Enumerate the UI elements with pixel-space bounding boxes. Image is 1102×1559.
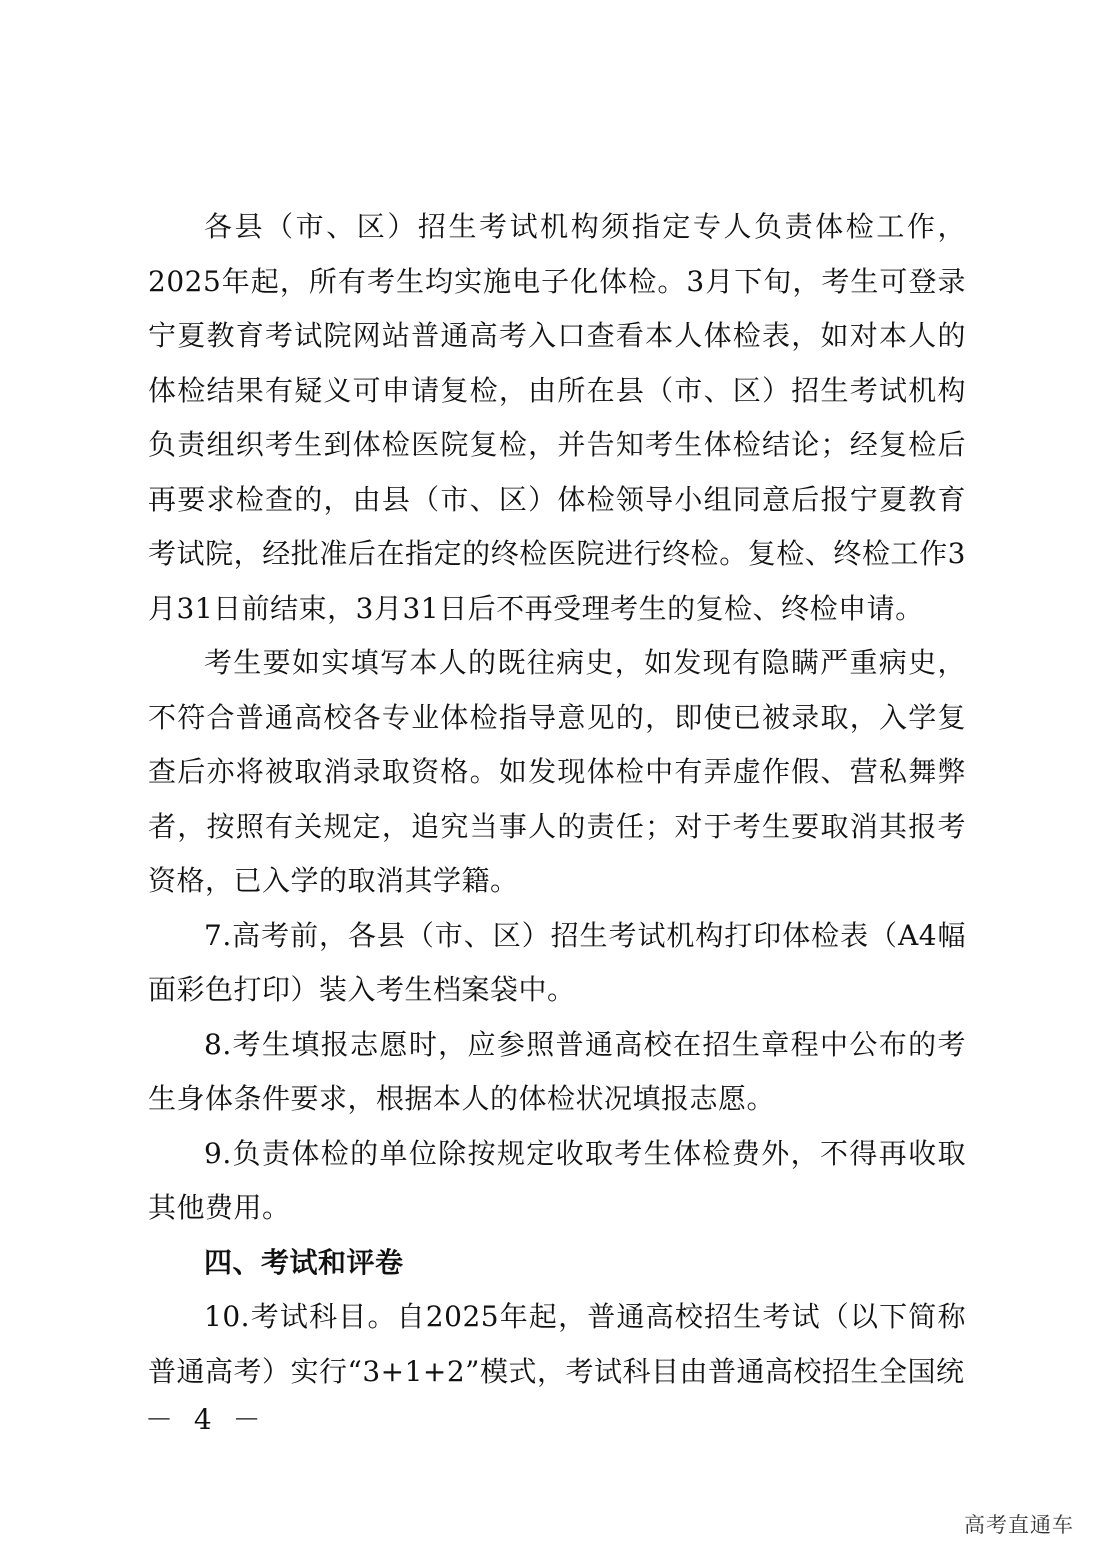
paragraph-medical-history: 考生要如实填写本人的既往病史，如发现有隐瞒严重病史，不符合普通高校各专业体检指导意见的，即使已被录取，入学复查后亦将被取消录取资格。如发现体检中有弄虚作假、营私舞弊者，按照有关规定，追究当事人的责任；对于考生要取消其报考资格，已入学的取消其学籍。 [148, 646, 966, 897]
paragraph-medical-exam-procedure: 各县（市、区）招生考试机构须指定专人负责体检工作，2025年起，所有考生均实施电子化体检。3月下旬，考生可登录宁夏教育考试院网站普通高考入口查看本人体检表，如对本人的体检结果有疑义可申请复检，由所在县（市、区）招生考试机构负责组织考生到体检医院复检，并告知考生体检结论；经复检后再要求检查的，由县（市、区）体检领导小组同意后报宁夏教育考试院，经批准后在指定的终检医院进行终检。复检、终检工作3月31日前结束，3月31日后不再受理考生的复检、终检申请。 [148, 210, 966, 625]
paragraph-item-8: 8.考生填报志愿时，应参照普通高校在招生章程中公布的考生身体条件要求，根据本人的体检状况填报志愿。 [148, 1027, 966, 1115]
watermark-text: 高考直通车 [964, 1513, 1074, 1537]
page-number: － 4 － [145, 1403, 267, 1436]
paragraph-item-10: 10.考试科目。自2025年起，普通高校招生考试（以下简称普通高考）实行“3+1+2”模式，考试科目由普通高校招生全国统 [148, 1300, 966, 1388]
section-heading: 四、考试和评卷 [204, 1245, 404, 1279]
paragraph-item-9: 9.负责体检的单位除按规定收取考生体检费外，不得再收取其他费用。 [148, 1136, 966, 1224]
paragraph-item-7: 7.高考前，各县（市、区）招生考试机构打印体检表（A4幅面彩色打印）装入考生档案袋中。 [148, 918, 966, 1006]
document-body [148, 200, 966, 1399]
